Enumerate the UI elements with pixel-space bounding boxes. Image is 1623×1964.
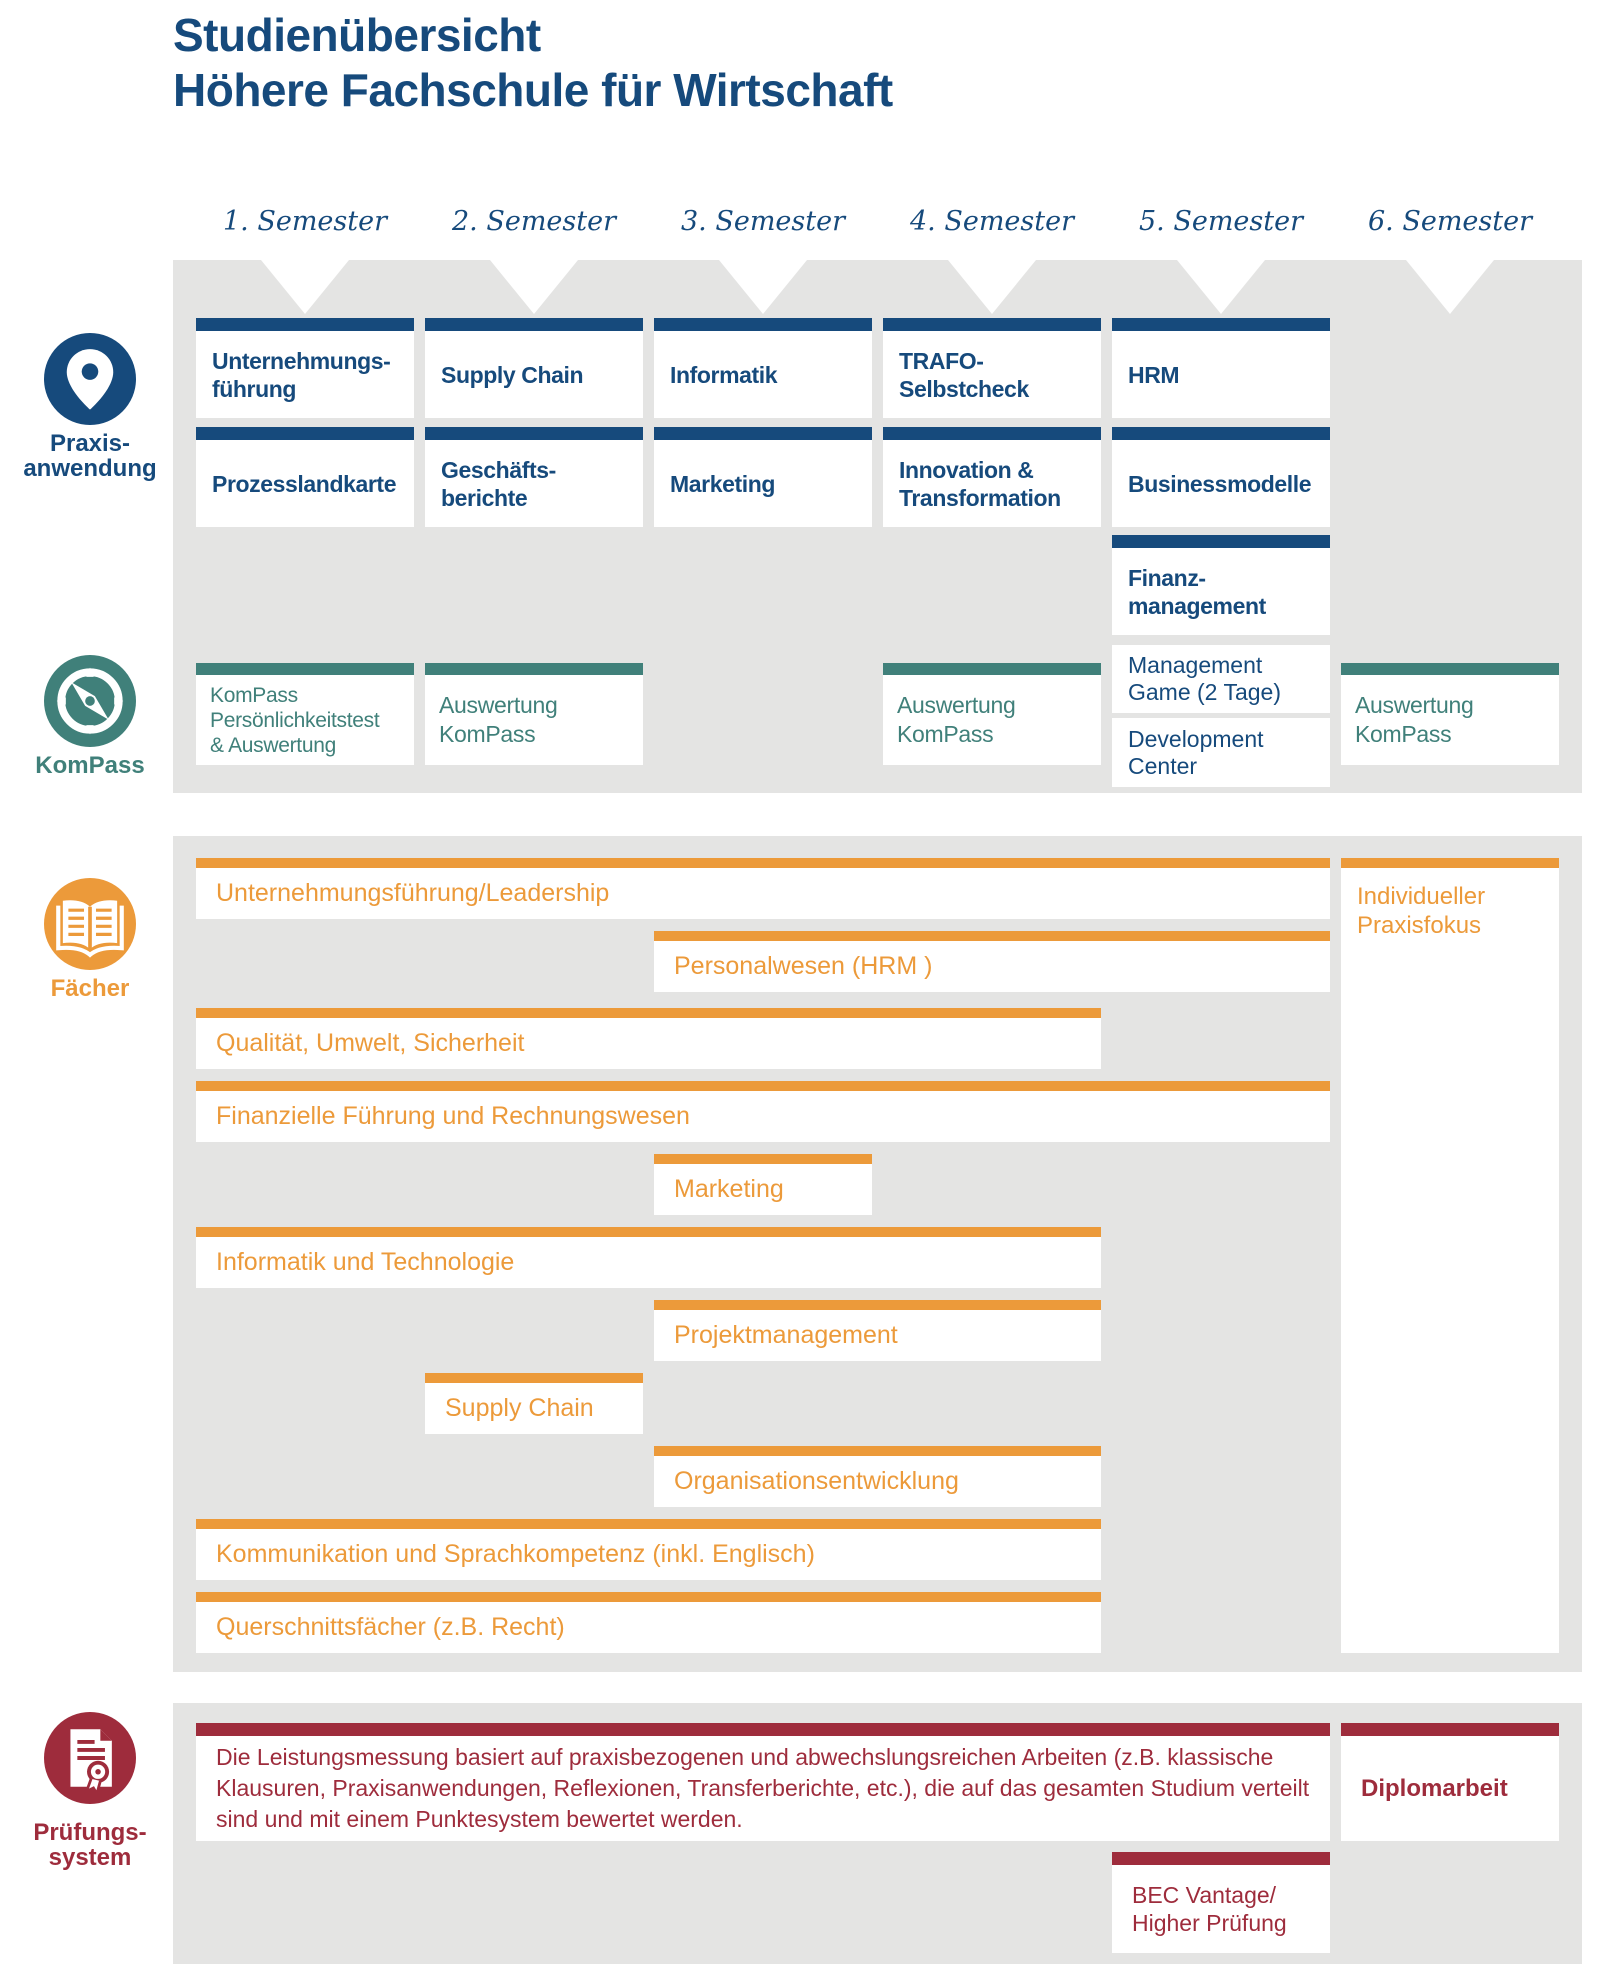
box-header-strip xyxy=(196,663,414,675)
pruefung-description-box xyxy=(196,1723,1330,1841)
semester-notch xyxy=(948,260,1036,314)
semester-notch xyxy=(719,260,807,314)
faecher-section-label: Fächer xyxy=(50,975,130,1002)
praxis-section-label: Praxis- anwendung xyxy=(23,430,157,482)
box-header-strip xyxy=(1341,663,1559,675)
pruefung-box-diplomarbeit: Diplomarbeit xyxy=(1341,1723,1559,1841)
praxis-box-businessmodelle: Businessmodelle xyxy=(1112,427,1330,527)
praxis-box-finanzmanagement: Finanz- management xyxy=(1112,535,1330,635)
box-header-strip xyxy=(883,427,1101,440)
bar-header-strip xyxy=(654,931,1330,941)
kompass-box-auswertung-sem4: Auswertung KomPass xyxy=(883,663,1101,765)
kompass-section-label: KomPass xyxy=(35,752,145,779)
faecher-bar-querschnittsfaecher: Querschnittsfächer (z.B. Recht) xyxy=(196,1592,1101,1653)
box-header-strip xyxy=(425,318,643,331)
faecher-bar-qualitaet-umwelt-sicherheit: Qualität, Umwelt, Sicherheit xyxy=(196,1008,1101,1069)
faecher-bar-unternehmungsfuehrung-leadership: Unternehmungsführung/Leadership xyxy=(196,858,1330,919)
location-pin-icon xyxy=(44,333,136,425)
praxis-box-informatik: Informatik xyxy=(654,318,872,418)
semester-notch xyxy=(490,260,578,314)
faecher-bar-projektmanagement: Projektmanagement xyxy=(654,1300,1101,1361)
bar-header-strip xyxy=(196,1592,1101,1602)
praxis-box-unternehmungsfuehrung: Unternehmungs- führung xyxy=(196,318,414,418)
box-header-strip xyxy=(196,318,414,331)
semester-header-6: 6. Semester xyxy=(1368,206,1532,237)
faecher-bar-organisationsentwicklung: Organisationsentwicklung xyxy=(654,1446,1101,1507)
faecher-bar-personalwesen: Personalwesen (HRM ) xyxy=(654,931,1330,992)
praxis-box-prozesslandkarte: Prozesslandkarte xyxy=(196,427,414,527)
box-header-strip xyxy=(425,663,643,675)
faecher-bar-informatik-technologie: Informatik und Technologie xyxy=(196,1227,1101,1288)
praxis-box-innovation-transformation: Innovation & Transformation xyxy=(883,427,1101,527)
semester-notch xyxy=(1406,260,1494,314)
box-header-strip xyxy=(1112,427,1330,440)
box-header-strip xyxy=(1112,535,1330,548)
bar-header-strip xyxy=(196,858,1330,868)
compass-icon xyxy=(44,655,136,747)
box-header-strip xyxy=(425,427,643,440)
box-header-strip xyxy=(883,318,1101,331)
box-header-strip xyxy=(883,663,1101,675)
semester-notch xyxy=(1177,260,1265,314)
kompass-box-persoenlichkeitstest: KomPass Persönlichkeitstest & Auswertung xyxy=(196,663,414,765)
box-header-strip xyxy=(654,318,872,331)
page-title-line1: Studienübersicht xyxy=(173,9,541,61)
box-header-strip xyxy=(1112,1852,1330,1865)
pruefung-box-bec-vantage: BEC Vantage/ Higher Prüfung xyxy=(1112,1852,1330,1953)
page-title xyxy=(173,8,893,118)
praxis-box-marketing: Marketing xyxy=(654,427,872,527)
pruefung-description-text: Die Leistungsmessung basiert auf praxisbezogenen und abwechslungsreichen Arbeiten (z.B. klassische Klausuren, Praxisanwendungen, Reflexionen, Transferberichte, etc.), die auf das gesamten Studium verteilt sind und mit einem Punktesystem bewertet werden. xyxy=(216,1744,1310,1832)
bar-header-strip xyxy=(196,1227,1101,1237)
pruefung-section-label: Prüfungs- system xyxy=(33,1819,147,1871)
faecher-bar-marketing: Marketing xyxy=(654,1154,872,1215)
box-header-strip xyxy=(1341,1723,1559,1736)
bar-header-strip xyxy=(654,1154,872,1164)
praxis-box-trafo-selbstcheck: TRAFO- Selbstcheck xyxy=(883,318,1101,418)
open-book-icon xyxy=(44,878,136,970)
bar-header-strip xyxy=(1341,858,1559,868)
kompass-box-development-center: Development Center xyxy=(1112,718,1330,787)
faecher-bar-kommunikation-sprachkompetenz: Kommunikation und Sprachkompetenz (inkl. Englisch) xyxy=(196,1519,1101,1580)
faecher-bar-supply-chain: Supply Chain xyxy=(425,1373,643,1434)
semester-header-5: 5. Semester xyxy=(1139,206,1303,237)
kompass-box-auswertung-sem6: Auswertung KomPass xyxy=(1341,663,1559,765)
semester-header-4: 4. Semester xyxy=(910,206,1074,237)
bar-header-strip xyxy=(425,1373,643,1383)
praxis-box-hrm: HRM xyxy=(1112,318,1330,418)
praxis-box-geschaeftsberichte: Geschäfts- berichte xyxy=(425,427,643,527)
certificate-icon xyxy=(44,1712,136,1804)
kompass-box-management-game: Management Game (2 Tage) xyxy=(1112,645,1330,713)
box-header-strip xyxy=(1112,318,1330,331)
bar-header-strip xyxy=(196,1008,1101,1018)
praxis-box-supply-chain: Supply Chain xyxy=(425,318,643,418)
box-header-strip xyxy=(196,427,414,440)
faecher-box-individueller-praxisfokus: Individueller Praxisfokus xyxy=(1341,858,1559,1653)
bar-header-strip xyxy=(654,1300,1101,1310)
semester-header-1: 1. Semester xyxy=(223,206,387,237)
bar-header-strip xyxy=(196,1519,1101,1529)
page-title-line2: Höhere Fachschule für Wirtschaft xyxy=(173,64,893,116)
semester-header-3: 3. Semester xyxy=(681,206,845,237)
semester-notch xyxy=(261,260,349,314)
box-header-strip xyxy=(654,427,872,440)
kompass-box-auswertung-sem2: Auswertung KomPass xyxy=(425,663,643,765)
box-header-strip xyxy=(196,1723,1330,1736)
bar-header-strip xyxy=(654,1446,1101,1456)
semester-header-2: 2. Semester xyxy=(452,206,616,237)
faecher-bar-finanzielle-fuehrung: Finanzielle Führung und Rechnungswesen xyxy=(196,1081,1330,1142)
bar-header-strip xyxy=(196,1081,1330,1091)
